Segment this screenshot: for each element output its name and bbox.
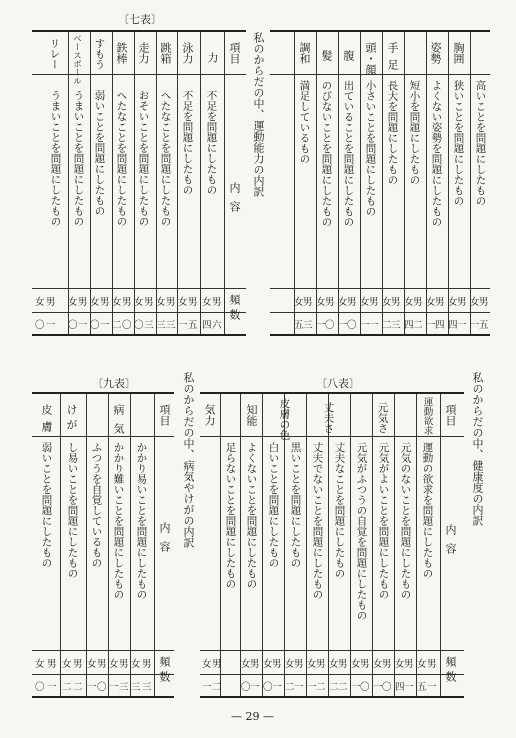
- table9-sex: 男: [142, 659, 152, 670]
- table7-caption: 〔七表〕: [118, 13, 162, 26]
- table9-count: 三: [142, 682, 152, 693]
- table8-header-item: 項目: [444, 404, 457, 426]
- table8-count: 〇: [241, 682, 251, 693]
- table8-count: 一: [307, 682, 317, 693]
- table8-sex: 女: [329, 659, 339, 670]
- table8-header-freq: 頻数: [444, 656, 457, 686]
- table7-count: 三: [144, 320, 154, 331]
- table7-count: 〇: [134, 320, 144, 331]
- body-count: 一: [470, 320, 480, 331]
- table8-row-content: 元気がふつうの自覚を問題にしたもの: [355, 442, 368, 621]
- table8-row-item: 運動欲求: [421, 397, 433, 435]
- body-row-item: 手足: [386, 42, 399, 76]
- table7-row-content: うまいことを問題にしたもの: [49, 90, 62, 227]
- table7-row-item: 走力: [137, 42, 150, 64]
- table7-sex: 男: [212, 297, 222, 308]
- table7-row-content: うまいことを問題にしたもの: [72, 90, 85, 227]
- table7-sex: 女: [68, 297, 78, 308]
- table7-count: 〇: [68, 320, 78, 331]
- table9-caption: 〔九表〕: [92, 377, 136, 390]
- table9-sex: 男: [47, 659, 57, 670]
- table8-count: 〇: [382, 682, 392, 693]
- body-row-content: 高いことを問題にしたもの: [474, 80, 487, 206]
- table8-count: 二: [316, 682, 326, 693]
- table8-count: 一: [294, 682, 304, 693]
- table7-sex: 男: [122, 297, 132, 308]
- body-sex: 男: [369, 297, 379, 308]
- table8-sex: 男: [404, 659, 414, 670]
- table8-count: 二: [212, 682, 222, 693]
- table9-count: 一: [87, 682, 97, 693]
- table7-row-content: へたなことを問題にしたもの: [159, 90, 172, 227]
- table8-sex: 女: [202, 659, 212, 670]
- table8-sex: 女: [307, 659, 317, 670]
- body-count: 四: [435, 320, 445, 331]
- table9-count: 〇: [35, 682, 45, 693]
- table9: [32, 392, 174, 698]
- body-sex: 女: [338, 297, 348, 308]
- body-count: 二: [382, 320, 392, 331]
- body-count: 三: [303, 320, 313, 331]
- table7-sex: 女: [202, 297, 212, 308]
- table8-count: 一: [373, 682, 383, 693]
- body-sex: 男: [457, 297, 467, 308]
- table8-count: 五: [417, 682, 427, 693]
- table7-header-content: 内容: [228, 182, 241, 220]
- body-count: 四: [404, 320, 414, 331]
- table8-sex: 女: [241, 659, 251, 670]
- body-sex: 男: [391, 297, 401, 308]
- body-sex: 女: [404, 297, 414, 308]
- table8-sex: 女: [351, 659, 361, 670]
- table8-sex: 男: [382, 659, 392, 670]
- table9-row-content: し易いことを問題にしたもの: [66, 442, 79, 579]
- body-count: 一: [360, 320, 370, 331]
- table9-count: 〇: [97, 682, 107, 693]
- table7-count: 二: [112, 320, 122, 331]
- table9-row-content: かかり易いことを問題にしたもの: [135, 442, 148, 600]
- table8-sex: 男: [338, 659, 348, 670]
- table9-header-item: 項目: [158, 404, 171, 426]
- table8-count: 〇: [263, 682, 273, 693]
- table7-count: 一: [100, 320, 110, 331]
- table9-sex: 女: [35, 659, 45, 670]
- table7-sex: 女: [156, 297, 166, 308]
- body-count: 〇: [325, 320, 335, 331]
- table8-title: 私のからだの中、健康度の内訳: [471, 372, 484, 526]
- table9-sex: 女: [131, 659, 141, 670]
- table8-row-item: 元気さ: [376, 402, 389, 434]
- table8-row-item: 皮膚の色: [278, 398, 291, 440]
- body-count: 五: [294, 320, 304, 331]
- table7-header-item: 項目: [228, 42, 241, 64]
- table8-row-content: 運動の欲求を問題にしたもの: [421, 442, 434, 579]
- table8-header-content: 内容: [444, 524, 457, 562]
- table7-count: 〇: [90, 320, 100, 331]
- body-sex: 女: [470, 297, 480, 308]
- body-row-item: 頭・顔: [364, 42, 377, 75]
- table7-count: 〇: [122, 320, 132, 331]
- table8-row-content: よくないことを問題にしたもの: [245, 442, 258, 589]
- body-count: 一: [338, 320, 348, 331]
- table7-row-content: 不足を問題にしたもの: [181, 90, 194, 195]
- table8-sex: 男: [316, 659, 326, 670]
- table8-count: 二: [338, 682, 348, 693]
- body-sex: 女: [382, 297, 392, 308]
- table7-sex: 男: [100, 297, 110, 308]
- table7-sex: 男: [144, 297, 154, 308]
- body-sex: 男: [303, 297, 313, 308]
- table9-row-item: 皮膚: [40, 404, 53, 438]
- body-sex: 男: [347, 297, 357, 308]
- table9-sex: 男: [73, 659, 83, 670]
- table7-count: 六: [212, 320, 222, 331]
- table9-row-content: かかり難いことを問題にしたもの: [112, 442, 125, 600]
- table7: [32, 30, 246, 336]
- body-row-content: 短小を問題にしたもの: [408, 80, 421, 185]
- table7-count: 一: [178, 320, 188, 331]
- table8: [200, 392, 464, 698]
- body-sex: 男: [325, 297, 335, 308]
- table8-row-content: 元気がよいことを問題にしたもの: [377, 442, 390, 600]
- body-row-item: 髪: [320, 50, 333, 61]
- table8-row-item: 知能: [245, 404, 258, 426]
- body-sex: 女: [316, 297, 326, 308]
- table8-row-item: 丈夫さ: [322, 402, 335, 434]
- table8-row-content: 元気のないことを問題にしたもの: [399, 442, 412, 600]
- table8-sex: 男: [250, 659, 260, 670]
- table8-row-content: 丈夫でないことを問題にしたもの: [311, 442, 324, 600]
- table8-sex: 男: [360, 659, 370, 670]
- table7-count: 五: [188, 320, 198, 331]
- table9-header-freq: 頻数: [158, 656, 171, 686]
- table7-row-item: 泳力: [181, 42, 194, 64]
- body-row-content: 小さいことを問題にしたもの: [364, 80, 377, 217]
- body-sex: 女: [426, 297, 436, 308]
- table7-row-content: へたなことを問題にしたもの: [115, 90, 128, 227]
- table7-count: 〇: [35, 320, 45, 331]
- table7-row-content: 不足を問題にしたもの: [205, 90, 218, 195]
- body-count: 〇: [347, 320, 357, 331]
- table9-count: 三: [131, 682, 141, 693]
- body-row-content: よくない姿勢を問題にしたもの: [430, 80, 443, 227]
- table9-row-item: けが: [65, 404, 78, 434]
- table9-sex: 男: [119, 659, 129, 670]
- table8-count: 一: [272, 682, 282, 693]
- table8-sex: 女: [417, 659, 427, 670]
- table8-sex: 男: [212, 659, 222, 670]
- body-count: 三: [391, 320, 401, 331]
- table9-count: 二: [62, 682, 72, 693]
- table7-row-content: 弱いことを問題にしたもの: [93, 90, 106, 216]
- body-row-content: のびないことを問題にしたもの: [320, 80, 333, 227]
- body-table: [270, 30, 490, 336]
- table7-count: 三: [156, 320, 166, 331]
- body-row-content: 長大を問題にしたもの: [386, 80, 399, 185]
- table8-row-content: 黒いことを問題にしたもの: [289, 442, 302, 568]
- table7-sex: 女: [35, 297, 45, 308]
- table8-sex: 女: [263, 659, 273, 670]
- table9-count: 二: [73, 682, 83, 693]
- table9-sex: 女: [87, 659, 97, 670]
- table9-row-content: ふつうを自覚しているもの: [90, 442, 103, 568]
- table8-sex: 男: [294, 659, 304, 670]
- table7-row-item: 力: [206, 52, 219, 63]
- body-count: 四: [448, 320, 458, 331]
- body-row-item: 腹: [342, 50, 355, 61]
- page-number: — 29 —: [231, 710, 274, 723]
- table8-sex: 女: [373, 659, 383, 670]
- body-sex: 男: [413, 297, 423, 308]
- body-row-item: 胸囲: [452, 42, 465, 64]
- table8-count: 一: [250, 682, 260, 693]
- table9-sex: 男: [97, 659, 107, 670]
- table8-count: 二: [285, 682, 295, 693]
- table8-count: 一: [404, 682, 414, 693]
- table8-count: 一: [427, 682, 437, 693]
- table7-count: 一: [78, 320, 88, 331]
- table8-row-content: 丈夫なことを問題にしたもの: [333, 442, 346, 579]
- table9-title: 私のからだの中、病気やけがの内訳: [182, 372, 195, 548]
- table9-header-content: 内容: [158, 522, 171, 560]
- body-count: 一: [426, 320, 436, 331]
- body-sex: 女: [294, 297, 304, 308]
- body-row-content: 出ていることを問題にしたもの: [342, 80, 355, 227]
- body-row-item: 姿勢: [429, 42, 442, 64]
- table9-sex: 女: [109, 659, 119, 670]
- table7-count: 四: [202, 320, 212, 331]
- table9-count: 一: [109, 682, 119, 693]
- table9-row-content: 弱いことを問題にしたもの: [40, 442, 53, 568]
- table7-row-content: おそいことを問題にしたもの: [137, 90, 150, 227]
- body-count: 一: [369, 320, 379, 331]
- table9-sex: 女: [62, 659, 72, 670]
- table7-title: 私のからだの中、運動能力の内訳: [252, 32, 265, 197]
- table8-count: 〇: [360, 682, 370, 693]
- body-count: 二: [413, 320, 423, 331]
- table8-sex: 女: [285, 659, 295, 670]
- table7-row-item: 跳箱: [159, 42, 172, 64]
- table7-row-item: リレー: [48, 38, 61, 70]
- body-sex: 女: [360, 297, 370, 308]
- table8-sex: 女: [395, 659, 405, 670]
- table8-sex: 男: [427, 659, 437, 670]
- table9-count: 一: [47, 682, 57, 693]
- table7-header-freq: 頻数: [228, 294, 241, 324]
- body-count: 一: [457, 320, 467, 331]
- body-row-content: 満足しているもの: [298, 80, 311, 164]
- table8-row-content: 白いことを問題にしたもの: [267, 442, 280, 568]
- table7-row-item: すもう: [93, 38, 106, 70]
- table9-row-item: 病気: [112, 404, 125, 442]
- table7-sex: 女: [90, 297, 100, 308]
- table8-sex: 男: [272, 659, 282, 670]
- body-sex: 女: [448, 297, 458, 308]
- table8-row-content: 足らないことを問題にしたもの: [224, 442, 237, 589]
- table7-sex: 男: [188, 297, 198, 308]
- table8-count: 四: [395, 682, 405, 693]
- table7-count: 一: [46, 320, 56, 331]
- table7-sex: 女: [178, 297, 188, 308]
- table7-sex: 男: [78, 297, 88, 308]
- body-sex: 男: [479, 297, 489, 308]
- body-sex: 男: [435, 297, 445, 308]
- body-row-content: 狭いことを問題にしたもの: [452, 80, 465, 206]
- body-count: 一: [316, 320, 326, 331]
- body-count: 五: [479, 320, 489, 331]
- table7-count: 三: [166, 320, 176, 331]
- table8-count: 一: [202, 682, 212, 693]
- table8-count: 二: [329, 682, 339, 693]
- table8-caption: 〔八表〕: [316, 377, 360, 390]
- table7-row-item: ベースボール: [71, 34, 82, 85]
- table7-row-item: 鉄棒: [115, 42, 128, 64]
- table8-row-item: 気力: [203, 404, 216, 426]
- table7-sex: 女: [134, 297, 144, 308]
- table8-count: 一: [351, 682, 361, 693]
- table9-count: 三: [119, 682, 129, 693]
- table7-sex: 男: [46, 297, 56, 308]
- body-row-item: 調和: [298, 42, 311, 64]
- table7-sex: 女: [112, 297, 122, 308]
- table7-sex: 男: [166, 297, 176, 308]
